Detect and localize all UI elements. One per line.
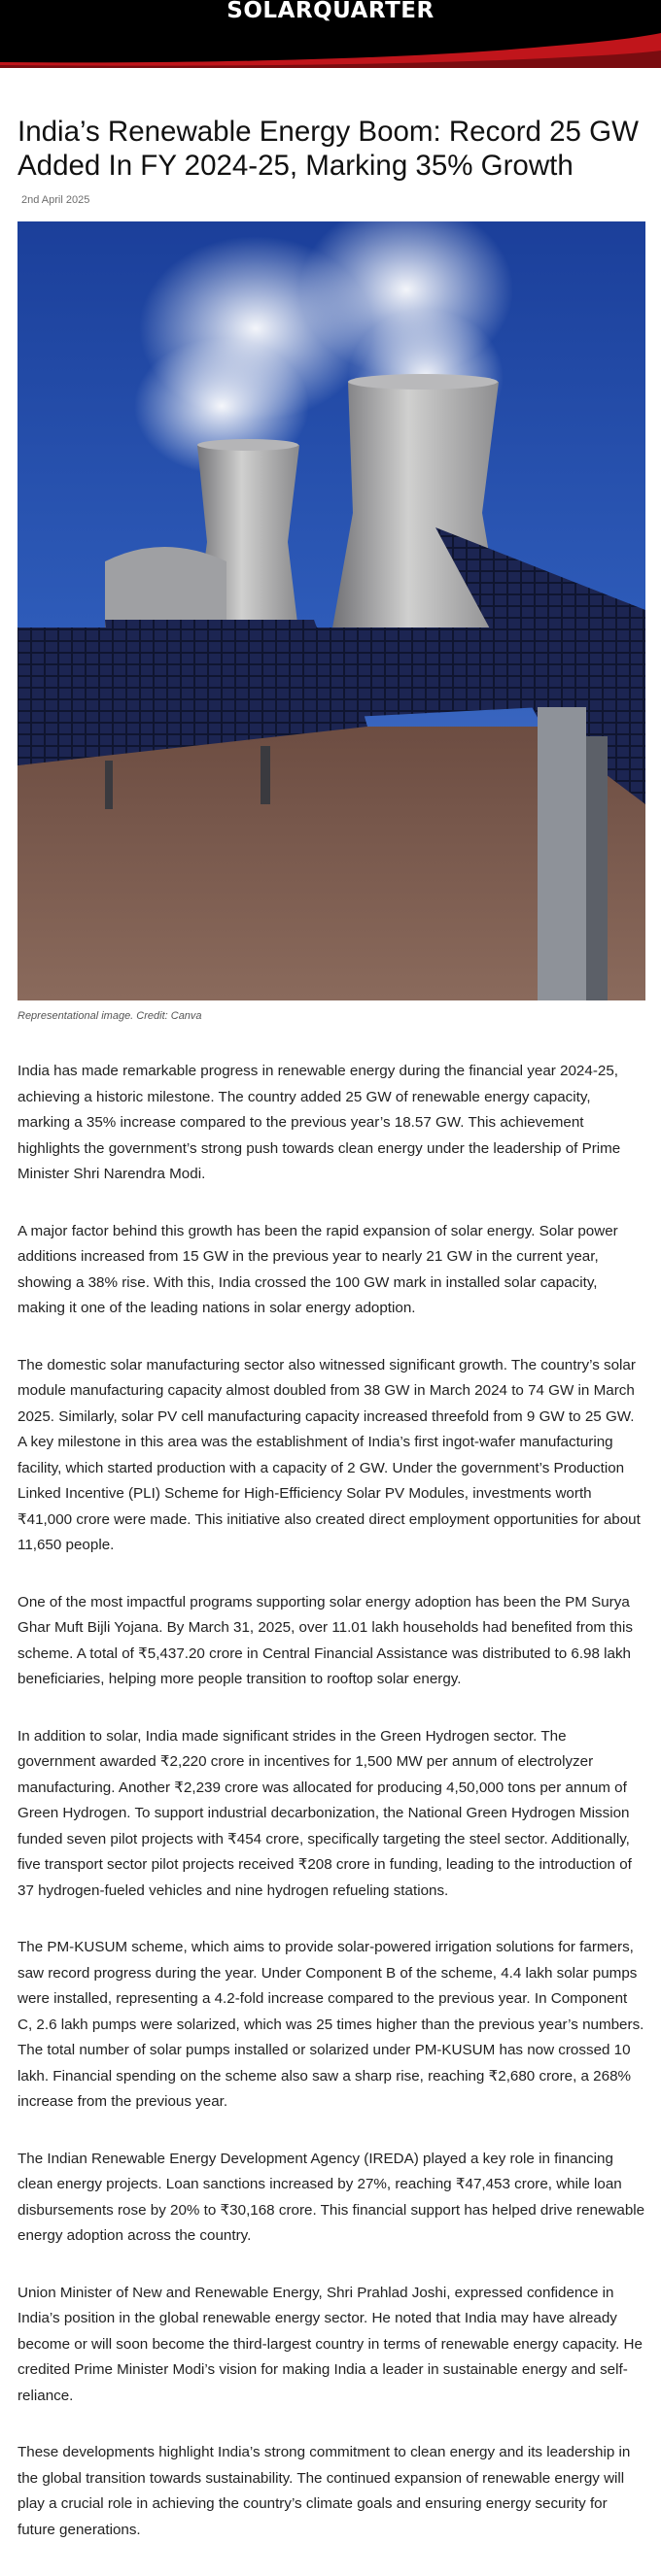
paragraph: These developments highlight India’s strong commitment to clean energy and its leadership in the global transition towards sustainability. The continued expansion of renewable energy will play a crucial role in achieving the country’s climate goals and ensuring energy security for future generations. [17, 2444, 631, 2538]
article-title: India’s Renewable Energy Boom: Record 25 GW Added In FY 2024-25, Marking 35% Growth [17, 116, 639, 182]
article-date: 2nd April 2025 [21, 194, 90, 206]
article-body [17, 1059, 645, 2543]
hero-image [17, 221, 645, 1000]
site-logo[interactable]: SOLARQUARTER [226, 0, 435, 23]
site-header [0, 0, 661, 68]
paragraph: In addition to solar, India made significant strides in the Green Hydrogen sector. The government awarded ₹2,220 crore in incentives for 1,500 MW per annum of electrolyzer manufacturing. Another ₹2,239 crore was allocated for producing 4,50,000 tons per annum of Green Hydrogen. To support industrial decarbonization, the National Green Hydrogen Mission funded seven pilot projects with ₹454 crore, specifically targeting the steel sector. Additionally, five transport sector pilot projects received ₹208 crore in funding, leading to the introduction of 37 hydrogen-fueled vehicles and nine hydrogen refueling stations. [17, 1727, 632, 1899]
paragraph: One of the most impactful programs supporting solar energy adoption has been the PM Surya Ghar Muft Bijli Yojana. By March 31, 2025, over 11.01 lakh households had benefited from this scheme. A total of ₹5,437.20 crore in Central Financial Assistance was distributed to 6.98 lakh beneficiaries, helping more people transition to rooftop solar energy. [17, 1593, 633, 1687]
paragraph: The PM-KUSUM scheme, which aims to provide solar-powered irrigation solutions for farmers, saw record progress during the year. Under Component B of the scheme, 4.4 lakh solar pumps were installed, representing a 4.2-fold increase compared to the previous year. In Component C, 2.6 lakh pumps were solarized, which was 25 times higher than the previous year’s numbers. The total number of solar pumps installed or solarized under PM-KUSUM has now crossed 10 lakh. Financial spending on the scheme also saw a sharp rise, reaching ₹2,680 crore, a 268% increase from the previous year. [17, 1939, 644, 2110]
image-caption: Representational image. Credit: Canva [17, 1010, 202, 1022]
paragraph: A major factor behind this growth has been the rapid expansion of solar energy. Solar power additions increased from 15 GW in the previous year to nearly 21 GW in the current year, showing a 38% rise. With this, India crossed the 100 GW mark in installed solar capacity, making it one of the leading nations in solar energy adoption. [17, 1222, 618, 1316]
paragraph: India has made remarkable progress in renewable energy during the financial year 2024-25, achieving a historic milestone. The country added 25 GW of renewable energy capacity, marking a 35% increase compared to the previous year’s 18.57 GW. This achievement highlights the government’s strong push towards clean energy under the leadership of Prime Minister Shri Narendra Modi. [17, 1063, 621, 1182]
paragraph: Union Minister of New and Renewable Energy, Shri Prahlad Joshi, expressed confidence in India’s position in the global renewable energy sector. He noted that India may have already become or will soon become the third-largest country in terms of renewable energy capacity. He credited Prime Minister Modi’s vision for making India a leader in sustainable energy and self-reliance. [17, 2284, 643, 2404]
article [17, 68, 645, 2574]
paragraph: The domestic solar manufacturing sector also witnessed significant growth. The country’s solar module manufacturing capacity almost doubled from 38 GW in March 2024 to 74 GW in March 2025. Similarly, solar PV cell manufacturing capacity increased threefold from 9 GW to 25 GW. A key milestone in this area was the establishment of India’s first ingot-wafer manufacturing facility, which started production with a capacity of 2 GW. Under the government’s Production Linked Incentive (PLI) Scheme for High-Efficiency Solar PV Modules, investments worth ₹41,000 crore were made. This initiative also created direct employment opportunities for about 11,650 people. [17, 1356, 641, 1553]
paragraph: The Indian Renewable Energy Development Agency (IREDA) played a key role in financing clean energy projects. Loan sanctions increased by 27%, reaching ₹47,453 crore, while loan disbursements rose by 20% to ₹30,168 crore. This financial support has helped drive renewable energy adoption across the country. [17, 2150, 645, 2244]
